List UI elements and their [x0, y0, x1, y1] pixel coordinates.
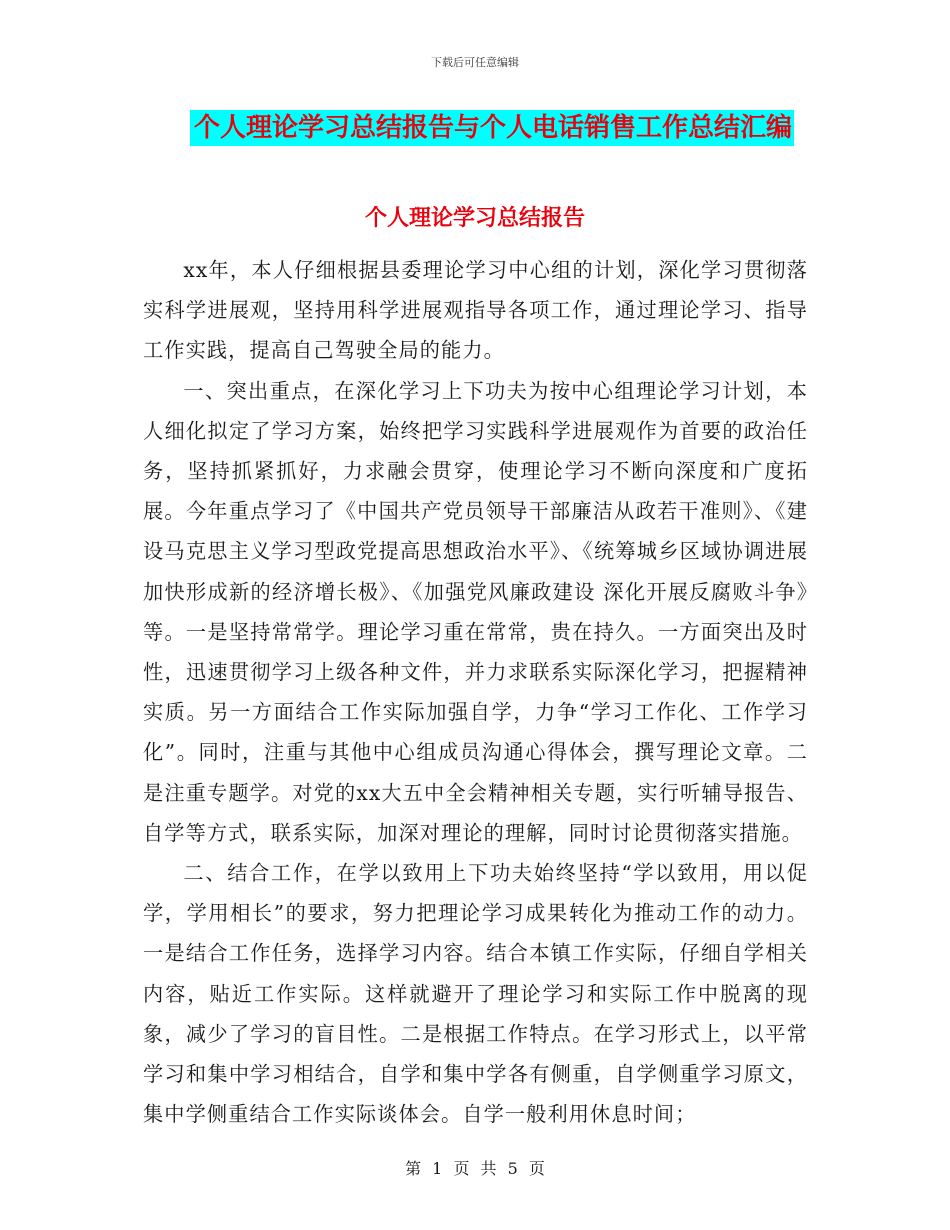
paragraph-3: 二、结合工作，在学以致用上下功夫始终坚持“学以致用，用以促学，学用相长”的要求，努力把理论学习成果转化为推动工作的动力。一是结合工作任务，选择学习内容。结合本镇工作实际，仔细自学相关内容，贴近工作实际。这样就避开了理论学习和实际工作中脱离的现象，减少了学习的盲目性。二是根据工作特点。在学习形式上，以平常学习和集中学习相结合，自学和集中学各有侧重，自学侧重学习原文，集中学侧重结合工作实际谈体会。自学一般利用休息时间； [143, 861, 808, 1127]
document-body [143, 250, 808, 1134]
document-title: 个人理论学习总结报告与个人电话销售工作总结汇编 [190, 110, 794, 146]
paragraph-2: 一、突出重点，在深化学习上下功夫为按中心组理论学习计划，本人细化拟定了学习方案，始终把学习实践科学进展观作为首要的政治任务，坚持抓紧抓好，力求融会贯穿，使理论学习不断向深度和广度拓展。今年重点学习了《中国共产党员领导干部廉洁从政若干准则》、《建设马克思主义学习型政党提高思想政治水平》、《统筹城乡区域协调进展 加快形成新的经济增长极》、《加强党风廉政建设 深化开展反腐败斗争》等。一是坚持常常学。理论学习重在常常，贵在持久。一方面突出及时性，迅速贯彻学习上级各种文件，并力求联系实际深化学习，把握精神实质。另一方面结合工作实际加强自学，力争“学习工作化、工作学习化”。同时，注重与其他中心组成员沟通心得体会，撰写理论文章。二是注重专题学。对党的xx大五中全会精神相关专题，实行听辅导报告、自学等方式，联系实际，加深对理论的理解，同时讨论贯彻落实措施。 [143, 378, 808, 845]
document-title-container [190, 110, 805, 146]
page-number-footer: 第 1 页 共 5 页 [405, 1159, 545, 1178]
header-note: 下载后可任意编辑 [431, 56, 519, 69]
paragraph-1: xx年，本人仔细根据县委理论学习中心组的计划，深化学习贯彻落实科学进展观，坚持用科学进展观指导各项工作，通过理论学习、指导工作实践，提高自己驾驶全局的能力。 [143, 258, 808, 363]
section-title: 个人理论学习总结报告 [364, 205, 585, 231]
